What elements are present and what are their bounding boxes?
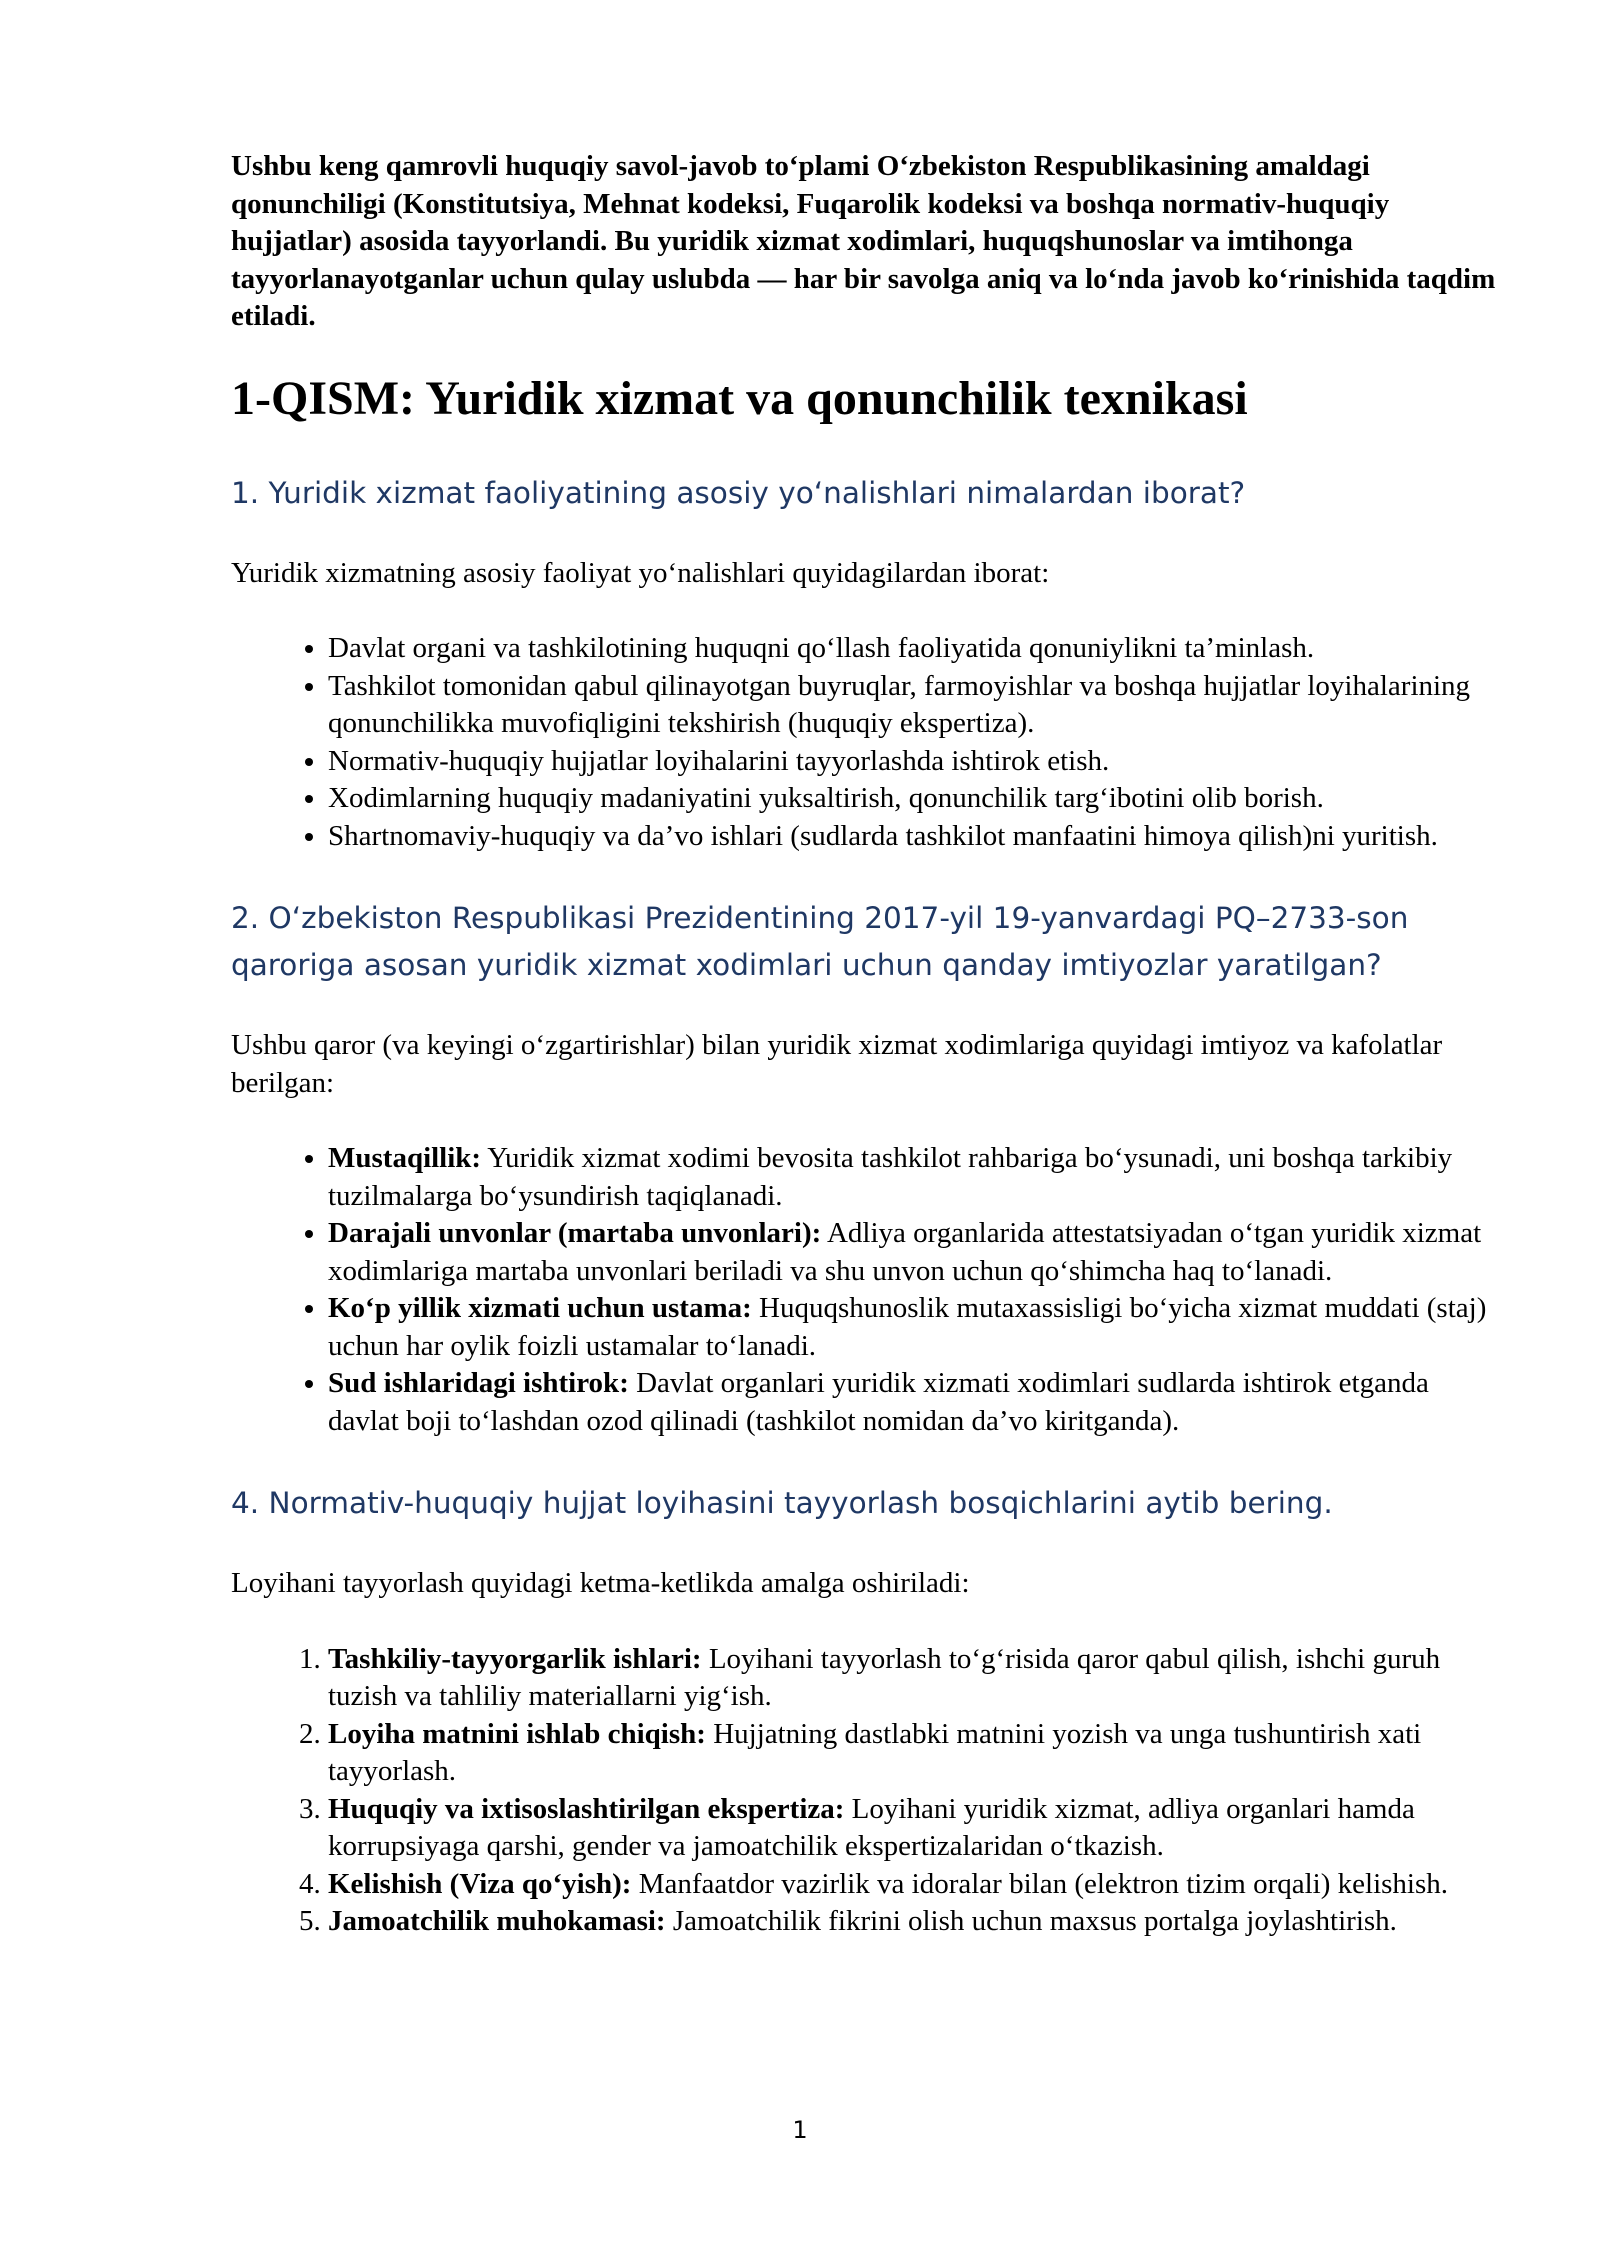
question-4-heading: 4. Normativ-huquqiy hujjat loyihasini tayyorlash bosqichlarini aytib bering.	[231, 1486, 1333, 1520]
list-item: • Normativ-huquqiy hujjatlar loyihalarini tayyorlashda ishtirok etish.	[328, 743, 1501, 781]
question-1-list	[231, 630, 1501, 855]
item-text: Davlat organlari yuridik xizmati xodimlari sudlarda ishtirok etganda davlat boji to‘lashdan ozod qilinadi (tashkilot nomidan da’vo kiritganda).	[328, 1367, 1429, 1437]
question-2-heading: 2. O‘zbekiston Respublikasi Prezidentining 2017-yil 19-yanvardagi PQ–2733-son qaroriga asosan yuridik xizmat xodimlari uchun qanday imtiyozlar yaratilgan?	[231, 901, 1409, 982]
item-text: Loyihani yuridik xizmat, adliya organlari hamda korrupsiyaga qarshi, gender va jamoatchilik ekspertizalaridan o‘tkazish.	[328, 1792, 1415, 1862]
item-term: Mustaqillik:	[328, 1142, 482, 1174]
list-item	[328, 1140, 1501, 1215]
item-text: Adliya organlarida attestatsiyadan o‘tgan yuridik xizmat xodimlariga martaba unvonlari beriladi va shu unvon uchun qo‘shimcha haq to‘lanadi.	[328, 1217, 1482, 1287]
list-item: • Tashkilot tomonidan qabul qilinayotgan buyruqlar, farmoyishlar va boshqa hujjatlar loyihalarining qonunchilikka muvofiqligini tekshirish (huquqiy ekspertiza).	[328, 668, 1501, 743]
list-item: • Shartnomaviy-huquqiy va da’vo ishlari (sudlarda tashkilot manfaatini himoya qilish)ni yuritish.	[328, 818, 1501, 856]
intro-paragraph: Ushbu keng qamrovli huquqiy savol-javob to‘plami O‘zbekiston Respublikasining amaldagi qonunchiligi (Konstitutsiya, Mehnat kodeksi, Fuqarolik kodeksi va boshqa normativ-huquqiy hujjatlar) asosida tayyorlandi. Bu yuridik xizmat xodimlari, huquqshunoslar va imtihonga tayyorlanayotganlar uchun qulay uslubda — har bir savolga aniq va lo‘nda javob ko‘rinishida taqdim etiladi.	[231, 150, 1496, 332]
list-item	[328, 1791, 1501, 1866]
item-term: Tashkiliy-tayyorgarlik ishlari:	[328, 1642, 702, 1675]
list-item	[328, 1641, 1501, 1716]
document-page	[231, 148, 1501, 1941]
item-text: Hujjatning dastlabki matnini yozish va unga tushuntirish xati tayyorlash.	[328, 1717, 1422, 1787]
question-4-list	[231, 1641, 1501, 1941]
item-term: Darajali unvonlar (martaba unvonlari):	[328, 1217, 822, 1249]
question-1-lead: Yuridik xizmatning asosiy faoliyat yo‘nalishlari quyidagilardan iborat:	[231, 556, 1050, 589]
list-item	[328, 1716, 1501, 1791]
item-term: Huquqiy va ixtisoslashtirilgan ekspertiza:	[328, 1792, 845, 1825]
part-title: 1-QISM: Yuridik xizmat va qonunchilik texnikasi	[231, 371, 1248, 425]
item-text: Yuridik xizmat xodimi bevosita tashkilot rahbariga bo‘ysunadi, uni boshqa tarkibiy tuzilmalarga bo‘ysundirish taqiqlanadi.	[328, 1142, 1453, 1212]
list-item	[328, 1903, 1501, 1941]
item-term: Jamoatchilik muhokamasi:	[328, 1905, 666, 1937]
question-2-lead: Ushbu qaror (va keyingi o‘zgartirishlar) bilan yuridik xizmat xodimlariga quyidagi imtiyoz va kafolatlar berilgan:	[231, 1029, 1443, 1099]
list-item	[328, 1290, 1501, 1365]
page-number: 1	[792, 2116, 808, 2144]
item-term: Ko‘p yillik xizmati uchun ustama:	[328, 1292, 752, 1324]
item-term: Loyiha matnini ishlab chiqish:	[328, 1717, 706, 1750]
list-item: • Davlat organi va tashkilotining huquqni qo‘llash faoliyatida qonuniylikni ta’minlash.	[328, 630, 1501, 668]
item-text: Huquqshunoslik mutaxassisligi bo‘yicha xizmat muddati (staj) uchun har oylik foizli ustamalar to‘lanadi.	[328, 1292, 1487, 1362]
item-text: Loyihani tayyorlash to‘g‘risida qaror qabul qilish, ishchi guruh tuzish va tahliliy materiallarni yig‘ish.	[328, 1642, 1441, 1712]
item-text: Jamoatchilik fikrini olish uchun maxsus portalga joylashtirish.	[665, 1905, 1397, 1937]
list-item	[328, 1215, 1501, 1290]
question-2-list	[231, 1140, 1501, 1440]
question-4-lead: Loyihani tayyorlash quyidagi ketma-ketlikda amalga oshiriladi:	[231, 1567, 970, 1599]
list-item: • Xodimlarning huquqiy madaniyatini yuksaltirish, qonunchilik targ‘ibotini olib borish.	[328, 780, 1501, 818]
list-item	[328, 1866, 1501, 1904]
question-1-heading: 1. Yuridik xizmat faoliyatining asosiy yo‘nalishlari nimalardan iborat?	[231, 475, 1246, 510]
list-item	[328, 1365, 1501, 1440]
item-text: Manfaatdor vazirlik va idoralar bilan (elektron tizim orqali) kelishish.	[631, 1867, 1449, 1900]
item-term: Sud ishlaridagi ishtirok:	[328, 1367, 629, 1399]
item-term: Kelishish (Viza qo‘yish):	[328, 1867, 632, 1900]
